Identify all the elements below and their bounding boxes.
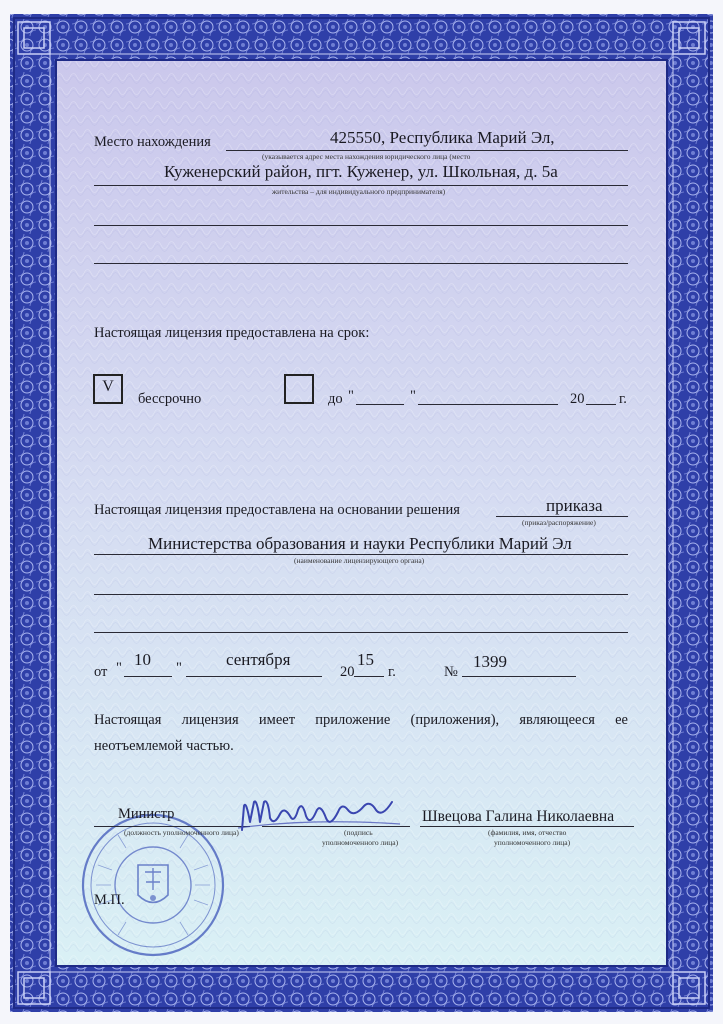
handwritten-signature [230,788,410,838]
date-from-label: от [94,664,108,680]
indefinite-checkbox [93,374,123,404]
name-line [420,826,634,827]
address-value-2: Куженерский район, пгт. Куженер, ул. Школьная, д. 5а [164,162,558,181]
blank-line [94,263,628,264]
decision-type-line [496,516,628,517]
blank-line [94,594,628,595]
signer-name: Швецова Галина Николаевна [422,808,615,825]
blank-line [94,225,628,226]
appendix-line-2: неотъемлемой частью. [94,738,234,754]
decision-type: приказа [546,496,603,515]
address-label: Место нахождения [94,134,211,150]
position-caption: (должность уполномоченного лица) [124,828,239,837]
date-year: 15 [357,650,374,669]
date-year-line [354,676,384,677]
name-caption-1: (фамилия, имя, отчество [488,828,567,837]
date-month-line [186,676,322,677]
stamp-label: М.П. [94,892,125,908]
date-month: сентября [226,650,291,669]
date-quote-open: " [116,660,122,676]
date-year-prefix: 20 [340,664,355,680]
basis-heading: Настоящая лицензия предоставлена на основании решения [94,502,460,518]
position-title: Министр [118,806,175,822]
quote-close: " [410,388,416,404]
until-prefix: до [328,391,343,407]
address-caption-2: жительства – для индивидуального предпринимателя) [272,187,446,196]
address-caption-1: (указывается адрес места нахождения юридического лица (место [262,152,471,161]
authority-name: Министерства образования и науки Республики Марий Эл [148,534,572,553]
decision-caption: (приказ/распоряжение) [522,518,596,527]
position-line [94,826,250,827]
indefinite-label: бессрочно [138,391,202,407]
license-number: 1399 [473,652,507,671]
until-month-line [418,404,558,405]
name-caption-2: уполномоченного лица) [494,838,571,847]
until-year-prefix: 20 [570,391,585,407]
number-label: № [444,664,458,680]
quote-open: " [348,388,354,404]
address-line-1 [226,150,628,151]
checkbox-mark: V [102,378,114,395]
date-year-suffix: г. [388,664,396,680]
blank-line [94,632,628,633]
term-heading: Настоящая лицензия предоставлена на срок: [94,325,370,341]
until-checkbox [284,374,314,404]
signature-caption-1: (подпись [344,828,373,837]
until-year-suffix: г. [619,391,627,407]
until-day-line [356,404,404,405]
date-day-line [124,676,172,677]
address-line-2 [94,185,628,186]
date-quote-close: " [176,660,182,676]
date-day: 10 [134,650,151,669]
appendix-line-1: Настоящая лицензия имеет приложение (приложения), являющееся ее [94,712,628,728]
authority-caption: (наименование лицензирующего органа) [294,556,425,565]
authority-line [94,554,628,555]
until-year-line [586,404,616,405]
signature-caption-2: уполномоченного лица) [322,838,399,847]
number-line [462,676,576,677]
address-value-1: 425550, Республика Марий Эл, [330,128,555,147]
